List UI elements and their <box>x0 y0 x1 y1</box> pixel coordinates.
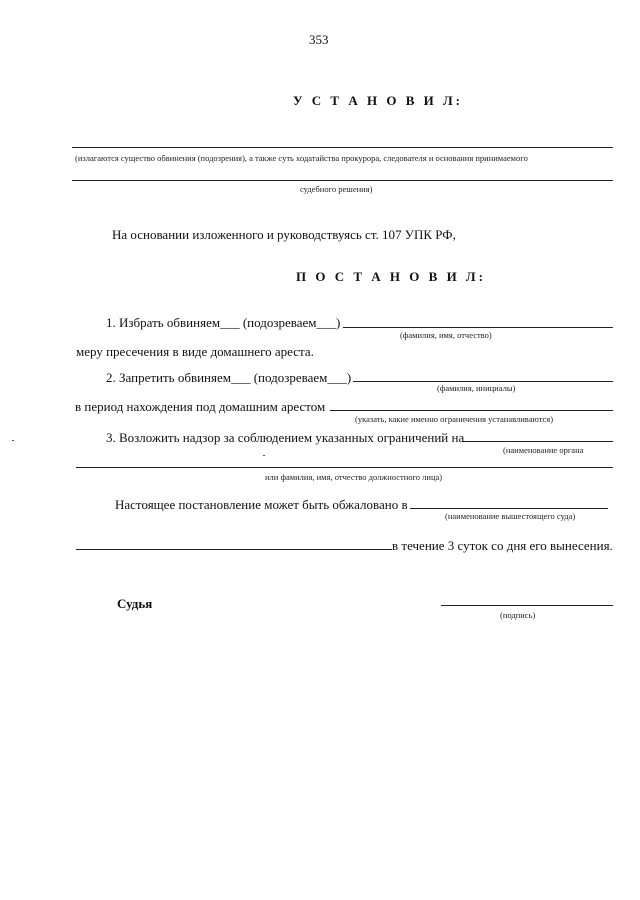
item2-text: 2. Запретить обвиняем___ (подозреваем___) <box>106 370 352 385</box>
item3-caption-2: или фамилия, имя, отчество должностного лица) <box>265 472 443 482</box>
item3-caption-1: (наименование органа <box>503 445 584 455</box>
signature-line <box>441 605 613 606</box>
item1-continuation: меру пресечения в виде домашнего ареста. <box>76 344 314 359</box>
judge-label: Судья <box>117 596 153 611</box>
basis-text: На основании изложенного и руководствуясь ст. 107 УПК РФ, <box>112 227 456 242</box>
item3-organ-line <box>462 441 613 442</box>
signature-caption: (подпись) <box>500 610 536 620</box>
appeal-line-2 <box>76 549 392 550</box>
item3-text: 3. Возложить надзор за соблюдением указанных ограничений на <box>106 430 465 445</box>
item2-continuation-caption: (указать, какие именно ограничения устанавливаются) <box>355 414 554 424</box>
item3-line-2 <box>76 467 613 468</box>
item1-text: 1. Избрать обвиняем___ (подозреваем___) <box>106 315 341 330</box>
appeal-caption: (наименование вышестоящего суда) <box>445 511 576 521</box>
item2-caption: (фамилия, инициалы) <box>437 383 516 393</box>
appeal-continuation: в течение 3 суток со дня его вынесения. <box>392 538 613 553</box>
appeal-court-line <box>410 508 608 509</box>
essence-line-2 <box>72 180 613 181</box>
heading-established: У С Т А Н О В И Л: <box>293 93 464 108</box>
heading-decided: П О С Т А Н О В И Л: <box>296 269 486 284</box>
item2-restrictions-line <box>330 410 613 411</box>
stray-mark <box>263 455 265 456</box>
item1-name-line <box>343 327 613 328</box>
appeal-text: Настоящее постановление может быть обжаловано в <box>115 497 408 512</box>
item2-continuation: в период нахождения под домашним арестом <box>75 399 326 414</box>
page-number: 353 <box>309 32 329 47</box>
item2-name-line <box>353 381 613 382</box>
margin-mark <box>12 440 14 441</box>
essence-caption-1: (излагаются существо обвинения (подозрения), а также суть ходатайства прокурора, следователя и основания принимаемого <box>75 153 528 163</box>
item1-caption: (фамилия, имя, отчество) <box>400 330 492 340</box>
essence-line-1 <box>72 147 613 148</box>
essence-caption-2: судебного решения) <box>300 184 373 194</box>
